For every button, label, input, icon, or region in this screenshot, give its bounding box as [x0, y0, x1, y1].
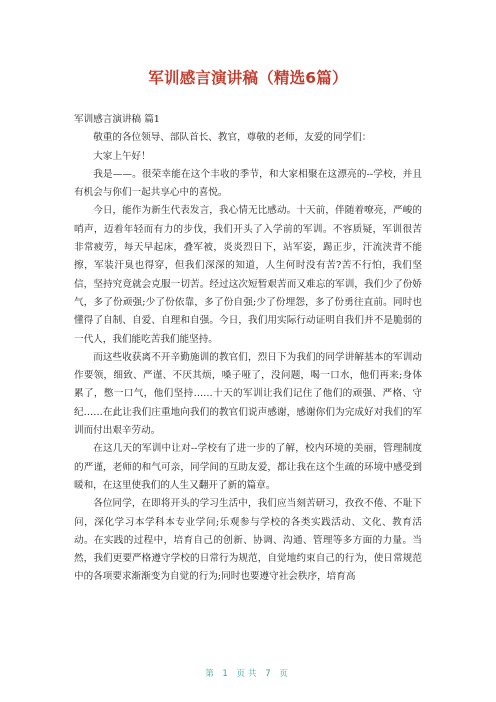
document-title: 军训感言演讲稿（精选6篇）: [148, 69, 348, 87]
paragraph-salutation: 敬重的各位领导、部队首长、教官，尊敬的老师，友爱的同学们：: [93, 132, 372, 144]
paragraph: 而这些收获离不开辛勤施训的教官们，烈日下为我们的同学讲解基本的军训动作要领，细致、严谨、不厌其烦，嗓子哑了，没问题，喝一口水，他们再来;身体累了，憋一口气，他们坚持……十天的军训让我们记住了他们的顽强、严格、守纪……在此让我们庄重地向我们的教官们说声感谢，感谢你们为完成好对我们的军训而付出艰辛劳动。: [74, 351, 422, 437]
paragraph: 各位同学，在即将开头的学习生活中，我们应当刻苦研习，孜孜不倦、不耻下问，深化学习本学科本专业学问;乐观参与学校的各类实践活动、文化、教育活动。在实践的过程中，培育自己的创新、协调、沟通、管理等多方面的力量。当然，我们更要严格遵守学校的日常行为规范，自觉地约束自己的行为，使日常规范中的各项要求渐渐变为自觉的行为;同时也要遵守社会秩序，培育高: [74, 498, 422, 583]
paragraph-greeting: 大家上午好！: [93, 150, 151, 162]
paragraph: 今日，能作为新生代表发言，我心情无比感动。十天前，伴随着嘹亮，严峻的哨声，迈着年轻而有力的步伐，我们开头了入学前的军训。不容质疑，军训很苦 非常疲劳，每天早起床，叠军被，炎炎烈日下，站军姿，踢正步，汗流浃背不能擦，军装汗臭也得穿，但我们深深的知道，人生何时没有苦?苦不行怕，我们坚信，坚持究竟就会克服一切苦。经过这次短暂艰苦而又难忘的军训，我们少了份娇气，多了份顽强;少了份依靠，多了份自强;少了份埋怨，多了份勇往直前。同时也懂得了自制、自爱、自理和自强。今日，我们用实际行动证明自我们并不是脆弱的一代人，我们能吃苦我们能坚持。: [74, 205, 422, 345]
section-heading: 军训感言演讲稿 篇1: [74, 114, 160, 125]
paragraph: 我是——。很荣幸能在这个丰收的季节，和大家相聚在这漂亮的--学校，并且有机会与你们一起共享心中的喜悦。: [74, 168, 422, 199]
document-body: [74, 111, 422, 587]
page-number-footer: 第 1 页共 7 页: [205, 669, 291, 679]
paragraph: 在这几天的军训中让对--学校有了进一步的了解，校内环境的美丽，管理制度的严谨，老师的和气可亲，同学间的互助友爱，都让我在这个生疏的环境中感受到暖和，在这里使我们的人生又翻开了新的篇章。: [74, 443, 422, 491]
